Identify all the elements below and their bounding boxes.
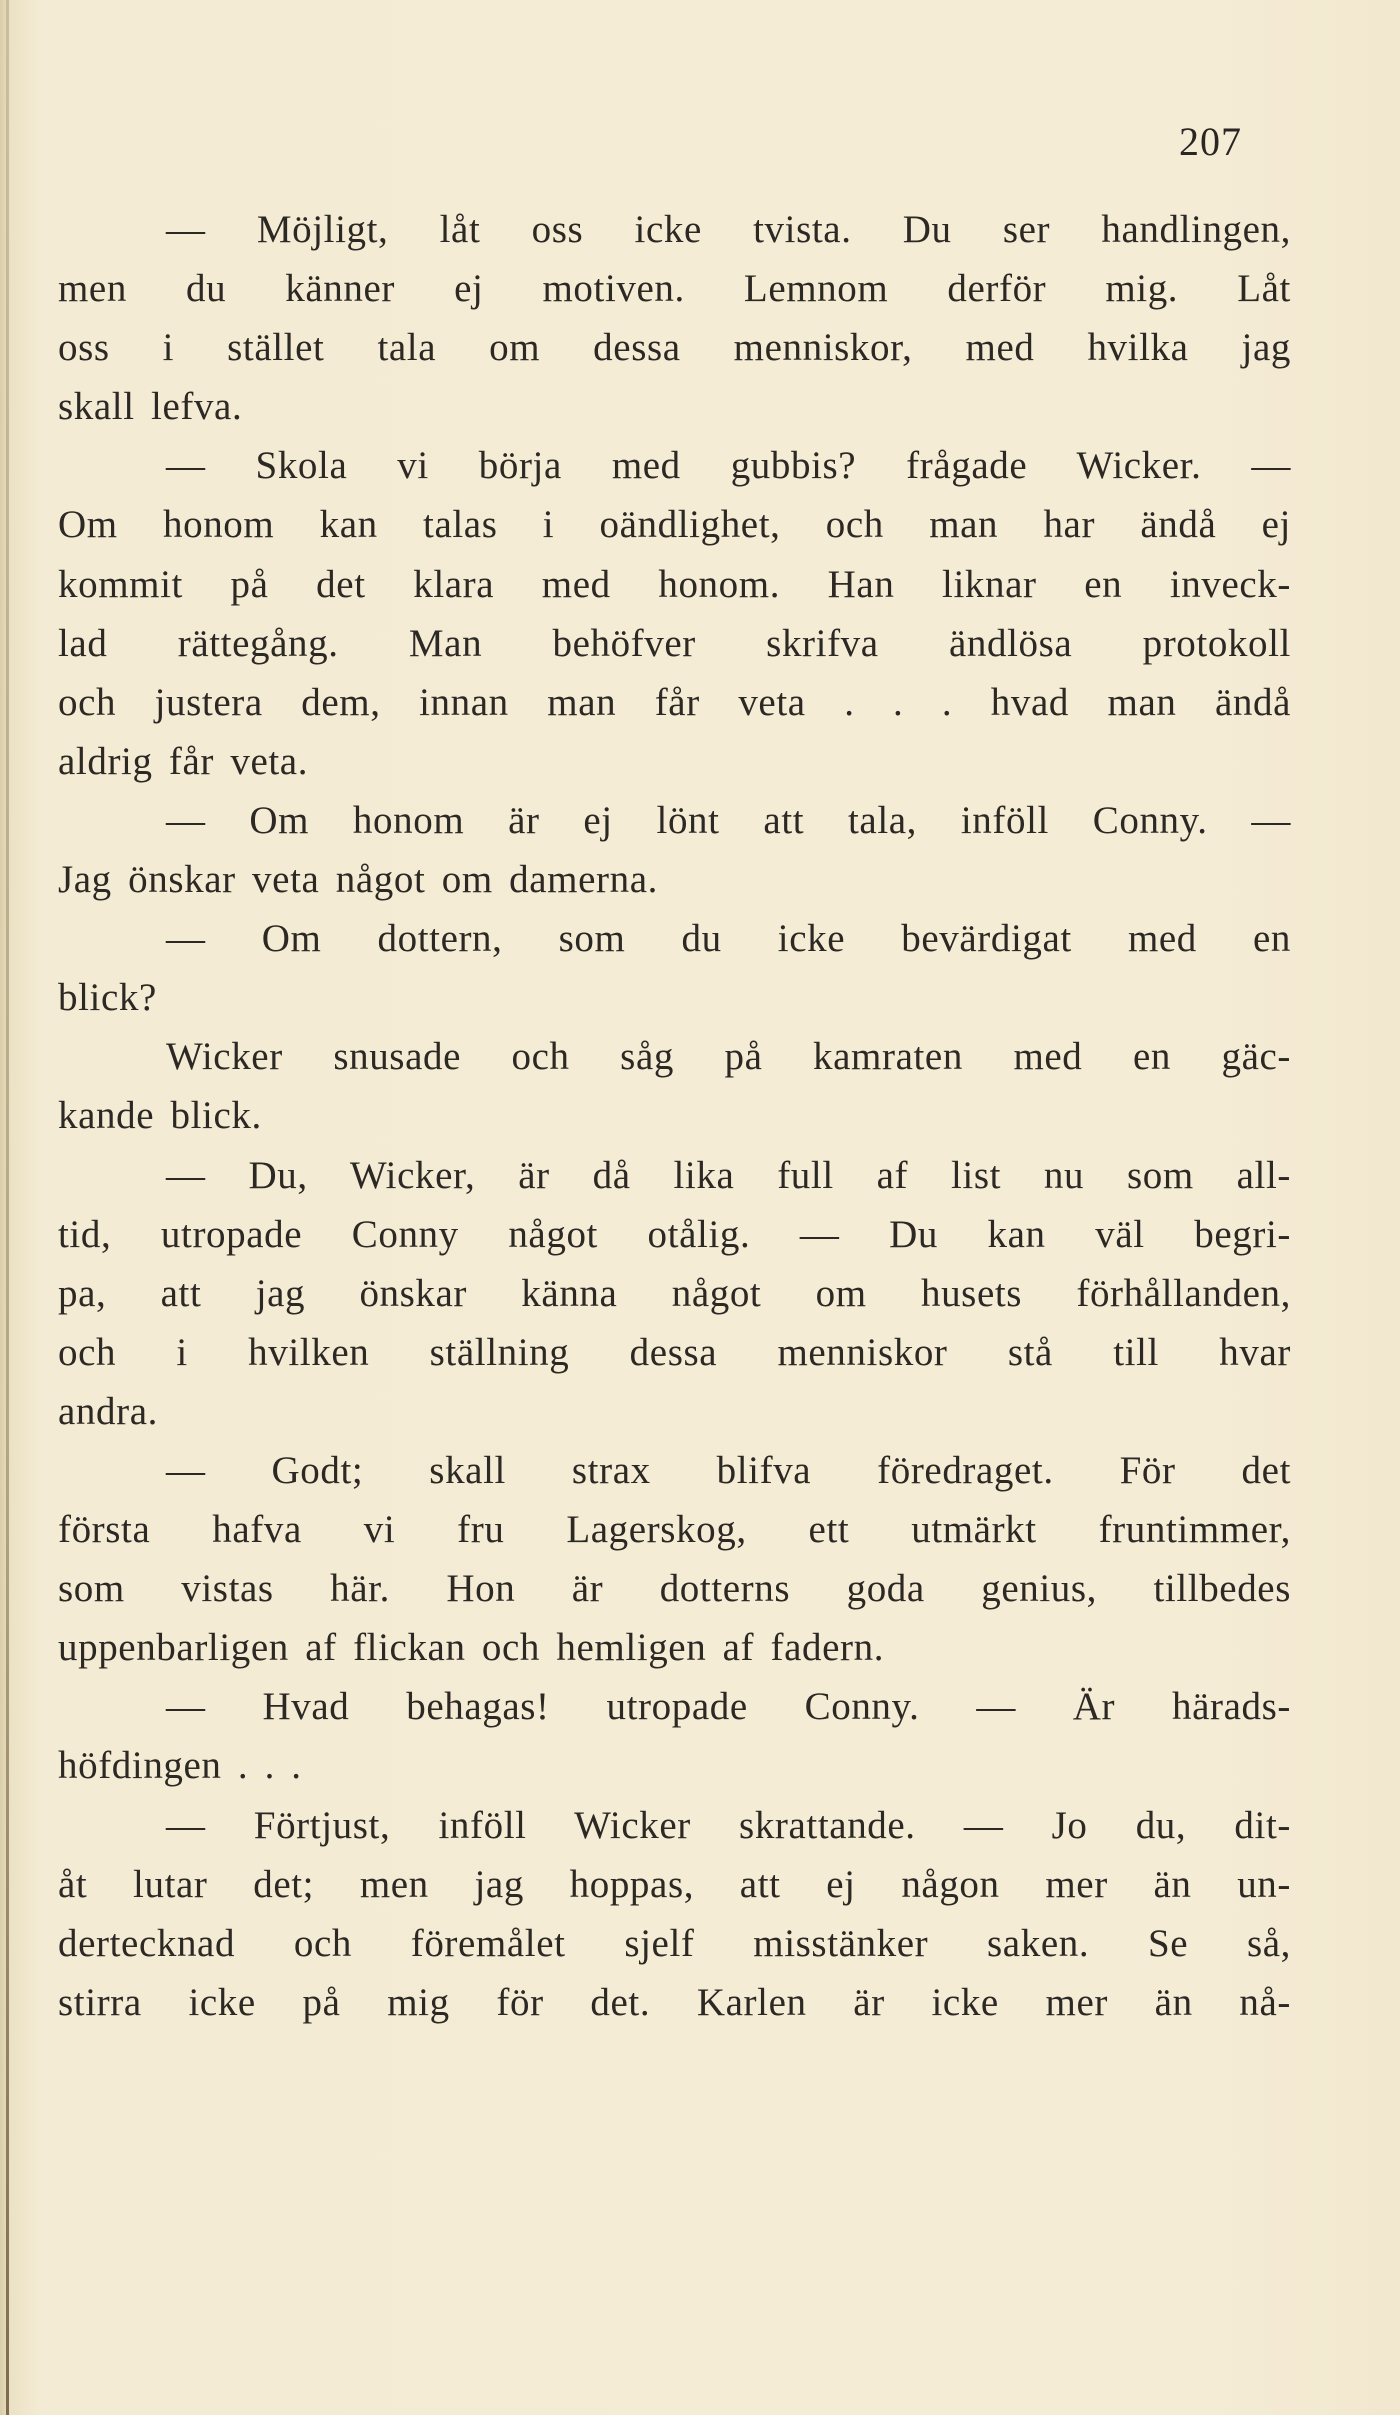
text-line: blick? bbox=[58, 976, 157, 1020]
text-line: stirra icke på mig för det. Karlen är icke mer än nå- bbox=[58, 1980, 1291, 2024]
text-line: dertecknad och föremålet sjelf misstänker saken. Se så, bbox=[58, 1921, 1291, 1965]
page-number: 207 bbox=[1179, 119, 1242, 164]
text-line: men du känner ej motiven. Lemnom derför mig. Låt bbox=[58, 267, 1291, 311]
text-line: — Du, Wicker, är då lika full af list nu som all- bbox=[166, 1153, 1291, 1197]
text-line: lad rättegång. Man behöfver skrifva ändlösa protokoll bbox=[58, 621, 1291, 665]
text-line: skall lefva. bbox=[58, 385, 243, 429]
text-line: som vistas här. Hon är dotterns goda genius, tillbedes bbox=[58, 1567, 1291, 1611]
text-line: — Förtjust, inföll Wicker skrattande. — Jo du, dit- bbox=[166, 1803, 1291, 1847]
body-text bbox=[58, 200, 1291, 2032]
text-line: och justera dem, innan man får veta . . . hvad man ändå bbox=[58, 680, 1291, 724]
page-gutter-edge bbox=[6, 0, 9, 2415]
text-line: aldrig får veta. bbox=[58, 739, 309, 783]
text-line: — Möjligt, låt oss icke tvista. Du ser handlingen, bbox=[166, 208, 1291, 251]
text-line: Wicker snusade och såg på kamraten med en gäc- bbox=[166, 1035, 1291, 1079]
text-line: — Skola vi börja med gubbis? frågade Wicker. — bbox=[166, 444, 1291, 488]
text-line: åt lutar det; men jag hoppas, att ej någon mer än un- bbox=[58, 1862, 1291, 1906]
text-line: andra. bbox=[58, 1389, 158, 1433]
text-line: kande blick. bbox=[58, 1094, 262, 1138]
text-line: höfdingen . . . bbox=[58, 1744, 302, 1788]
text-line: första hafva vi fru Lagerskog, ett utmärkt fruntimmer, bbox=[58, 1508, 1291, 1552]
text-line: tid, utropade Conny något otålig. — Du kan väl begri- bbox=[58, 1212, 1291, 1256]
text-line: — Hvad behagas! utropade Conny. — Är härads- bbox=[166, 1685, 1291, 1729]
text-line: Jag önskar veta något om damerna. bbox=[58, 858, 658, 902]
text-line: kommit på det klara med honom. Han liknar en inveck- bbox=[58, 562, 1291, 606]
text-line: uppenbarligen af flickan och hemligen af fadern. bbox=[58, 1626, 885, 1670]
text-line: pa, att jag önskar känna något om husets förhållanden, bbox=[58, 1271, 1291, 1315]
text-line: — Godt; skall strax blifva föredraget. För det bbox=[166, 1448, 1291, 1492]
text-line: Om honom kan talas i oändlighet, och man har ändå ej bbox=[58, 503, 1291, 547]
text-line: oss i stället tala om dessa menniskor, med hvilka jag bbox=[58, 326, 1291, 370]
text-line: — Om dottern, som du icke bevärdigat med en bbox=[166, 917, 1291, 961]
text-line: och i hvilken ställning dessa menniskor stå till hvar bbox=[58, 1330, 1291, 1374]
text-line: — Om honom är ej lönt att tala, inföll Conny. — bbox=[166, 798, 1291, 842]
